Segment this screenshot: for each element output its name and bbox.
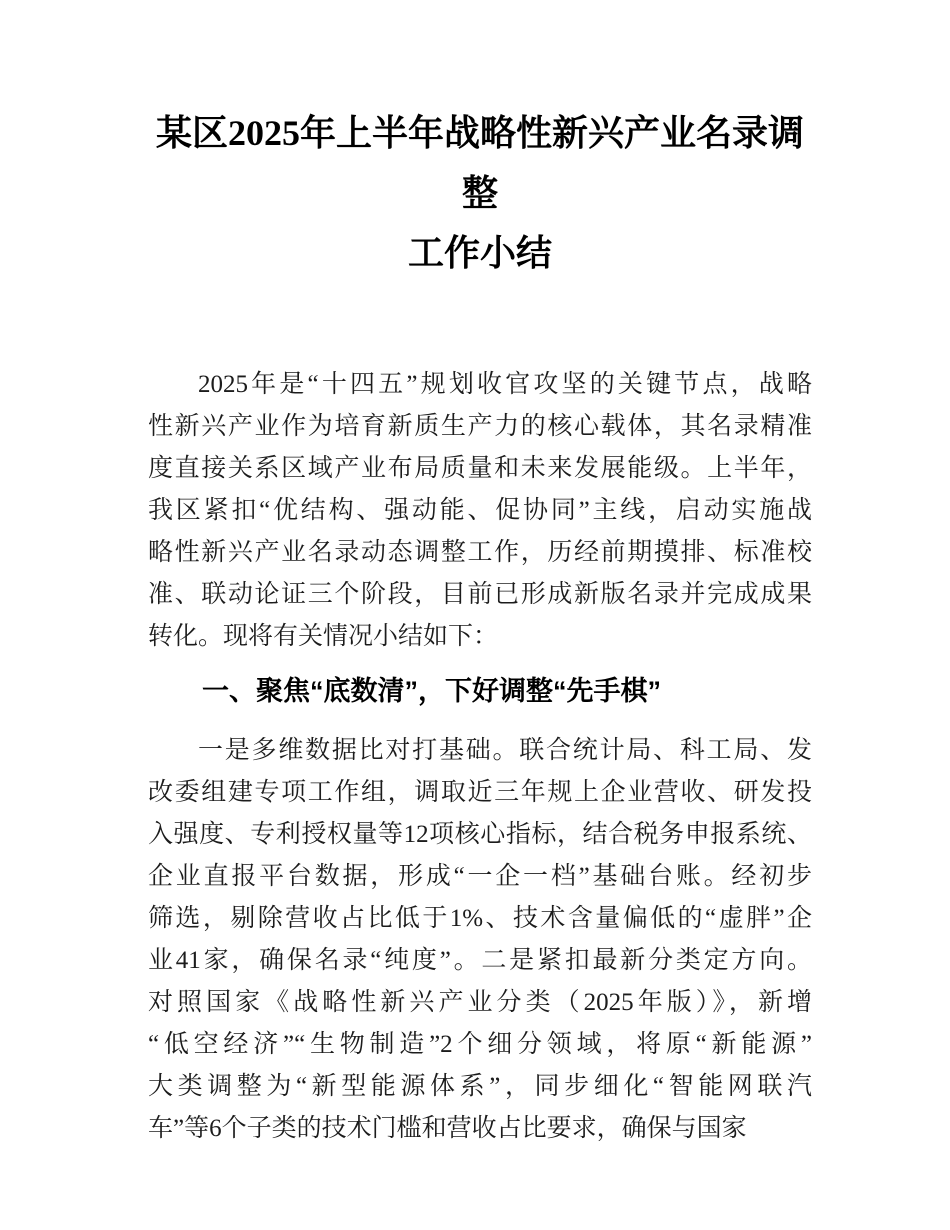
- text-line: 入强度、专利授权量等12项核心指标，结合税务申报系统、: [148, 821, 812, 848]
- text-line: 性新兴产业作为培育新质生产力的核心载体，其名录精准: [148, 413, 812, 440]
- text-line: 转化。现将有关情况小结如下：: [148, 623, 499, 650]
- text-line: 改委组建专项工作组，调取近三年规上企业营收、研发投: [148, 779, 812, 806]
- text-line: 我区紧扣“优结构、强动能、促协同”主线，启动实施战: [148, 497, 812, 524]
- title-line: 某区2025年上半年战略性新兴产业名录调整: [155, 113, 804, 213]
- text-line: 车”等6个子类的技术门槛和营收占比要求，确保与国家: [148, 1115, 747, 1142]
- text-line: 对照国家《战略性新兴产业分类（2025年版）》，新增: [148, 989, 812, 1016]
- text-line: “低空经济”“生物制造”2个细分领域，将原“新能源”: [148, 1031, 812, 1058]
- text-line: 略性新兴产业名录动态调整工作，历经前期摸排、标准校: [148, 539, 812, 566]
- text-line: 企业直报平台数据，形成“一企一档”基础台账。经初步: [148, 863, 812, 890]
- document-title: [148, 0, 812, 283]
- paragraph-intro: [148, 364, 812, 658]
- title-line: 工作小结: [407, 233, 552, 273]
- document-body: [148, 364, 812, 1150]
- text-line: 一是多维数据比对打基础。联合统计局、科工局、发: [198, 737, 812, 764]
- text-line: 筛选，剔除营收占比低于1%、技术含量偏低的“虚胖”企: [148, 905, 812, 932]
- text-line: 准、联动论证三个阶段，目前已形成新版名录并完成成果: [148, 581, 812, 608]
- paragraph-section-1: [148, 730, 812, 1150]
- section-heading-1: 一、聚焦“底数清”，下好调整“先手棋”: [202, 676, 661, 706]
- text-line: 业41家，确保名录“纯度”。二是紧扣最新分类定方向。: [148, 947, 812, 974]
- text-line: 大类调整为“新型能源体系”，同步细化“智能网联汽: [148, 1073, 812, 1100]
- text-line: 2025年是“十四五”规划收官攻坚的关键节点，战略: [198, 371, 812, 398]
- text-line: 度直接关系区域产业布局质量和未来发展能级。上半年，: [148, 455, 812, 482]
